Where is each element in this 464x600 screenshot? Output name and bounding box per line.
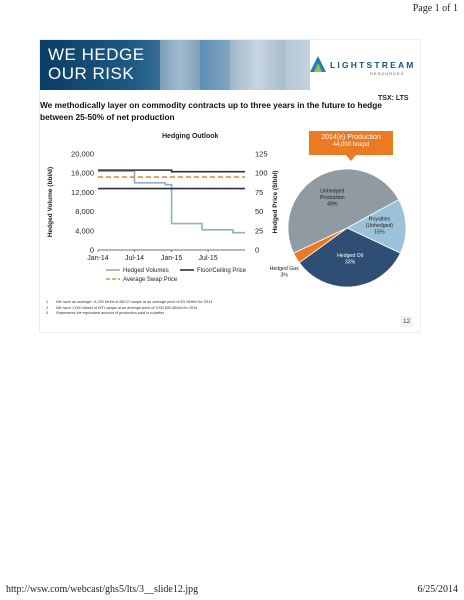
pie-label-line: Unhedged: [320, 188, 345, 195]
y-tick-label: 0: [89, 245, 94, 255]
pie-title-box: [309, 131, 393, 155]
x-tick-label: Jul-15: [198, 255, 218, 262]
page-header: Page 1 of 1: [412, 3, 458, 14]
pie-label-line: (Unhedged): [365, 222, 394, 229]
footnote: 2 We have 1,000 bbls/d of WTI swaps at an average price of USD $95.58/bbl for 2014: [46, 305, 198, 310]
x-tick-label: Jan-15: [160, 255, 183, 262]
series-line-hedged-volumes: [98, 171, 245, 232]
y2-tick-label: 75: [255, 187, 264, 197]
pie-label-line: 49%: [327, 201, 338, 208]
footnotes: [46, 300, 346, 317]
pie-label-line: Hedged Gas: [269, 265, 299, 272]
footnote: 3 Represents the equivalent amount of production paid in royalties: [46, 311, 165, 315]
banner-title: WE HEDGE OUR RISK: [48, 45, 145, 83]
pie-chart-subtitle: 44,000 boepd: [332, 142, 370, 148]
pie-label-line: Production: [319, 195, 345, 202]
logo-mark-icon: [308, 54, 328, 74]
pie-label-line: 3%: [280, 272, 288, 279]
y2-tick-label: 100: [255, 168, 268, 178]
legend-label: Hedged Volumes: [123, 268, 169, 274]
y2-tick-label: 125: [255, 149, 268, 159]
y2-tick-label: 25: [255, 226, 264, 236]
line-chart-title: Hedging Outlook: [162, 133, 219, 140]
pie-chart-title: 2014(e) Production: [321, 134, 381, 141]
hedging-outlook-chart: [40, 144, 285, 304]
banner-pipe-graphic: [160, 40, 200, 90]
x-tick-label: Jan-14: [87, 255, 109, 262]
x-tick-label: Jul-14: [124, 255, 145, 262]
y-tick-label: 12,000: [71, 187, 94, 197]
page-footer: [6, 584, 458, 595]
y2-tick-label: 0: [255, 245, 260, 255]
y-tick-label: 4,000: [75, 226, 94, 236]
legend-label: Average Swap Price: [123, 277, 178, 283]
y-tick-label: 20,000: [71, 149, 94, 159]
pie-label-line: 33%: [344, 259, 356, 266]
slide-headline: We methodically layer on commodity contracts up to three years in the future to hedge between 25-50% of net production: [40, 100, 382, 122]
footnote: 1 We have an average ~6,200 Mcf/d of AECO swaps at an average price of $3.39/Mcf for 2014: [46, 300, 213, 304]
y-axis-label: Hedged Volume (bbl/d): [47, 166, 54, 238]
pie-title-pointer: [346, 155, 356, 161]
y-tick-label: 8,000: [75, 207, 94, 217]
slide: [40, 40, 420, 332]
footer-url: http://wsw.com/webcast/ghs5/lts/3__slide12.jpg: [6, 584, 199, 595]
logo-text: LIGHTSTREAM: [330, 60, 416, 70]
pie-label-line: 15%: [374, 229, 385, 236]
y2-axis-label: Hedged Price ($/bbl): [272, 170, 279, 234]
banner: [40, 40, 420, 90]
banner-pipe-graphic: [230, 40, 285, 90]
pie-label-line: Royalties: [368, 216, 391, 223]
logo-subtext: RESOURCES: [370, 71, 405, 76]
legend-label: Floor/Ceiling Price: [197, 268, 247, 274]
footer-date: 6/25/2014: [417, 584, 458, 595]
slide-page-number: 12: [400, 316, 413, 327]
ticker-symbol: TSX: LTS: [378, 95, 409, 102]
pie-label-line: Hedged Oil: [337, 253, 364, 260]
y-tick-label: 16,000: [71, 168, 94, 178]
y2-tick-label: 50: [255, 207, 264, 217]
